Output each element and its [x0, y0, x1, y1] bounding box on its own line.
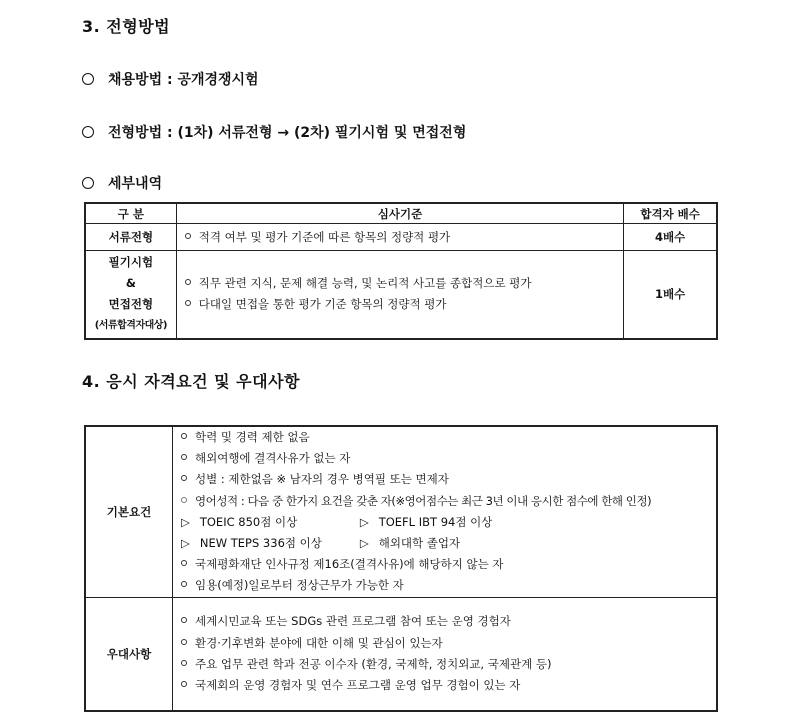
list-item-text: 학력 및 경력 제한 없음	[195, 430, 310, 444]
table-header-category: 구 분	[85, 203, 176, 224]
list-item-text: 국제평화재단 인사규정 제16조(결격사유)에 해당하지 않는 자	[195, 557, 504, 572]
list-item-text: TOEFL IBT 94점 이상	[378, 514, 493, 529]
list-item-text: 세계시민교육 또는 SDGs 관련 프로그램 참여 또는 운영 경험자	[195, 614, 511, 629]
list-item	[181, 533, 716, 554]
circle-bullet-icon	[82, 73, 94, 85]
list-item-text: 영어성적 : 다음 중 한가지 요건을 갖춘 자(※영어점수는 최근 3년 이내 응시한 점수에 한해 인정)	[195, 493, 652, 508]
list-item	[181, 512, 716, 533]
bullet-dot-icon	[181, 617, 187, 623]
qualification-table	[84, 425, 718, 712]
list-item	[181, 427, 716, 448]
bullet-dot-icon	[185, 279, 191, 285]
criteria-line	[185, 294, 624, 315]
category-line: 면접전형	[108, 297, 154, 312]
list-item-text: 해외여행에 결격사유가 없는 자	[195, 451, 351, 466]
basic-content	[173, 426, 718, 597]
details-item	[82, 173, 162, 193]
bullet-dot-icon	[185, 300, 191, 306]
triangle-icon: ▷	[181, 514, 190, 529]
preferred-content	[173, 597, 718, 711]
list-item-text: 해외대학 졸업자	[378, 536, 461, 551]
method-item	[82, 69, 259, 89]
table-row-preferred	[85, 597, 717, 711]
list-item	[181, 491, 716, 512]
list-item-text: 주요 업무 관련 학과 전공 이수자 (환경, 국제학, 정치외교, 국제관계 등)	[195, 656, 552, 671]
bullet-dot-icon	[181, 681, 187, 687]
table-row	[85, 251, 717, 339]
basic-label: 기본요건	[85, 426, 173, 597]
bullet-dot-icon	[181, 475, 187, 481]
selection-table	[84, 202, 718, 340]
bullet-dot-icon	[181, 433, 187, 439]
list-item-text: NEW TEPS 336점 이상	[199, 536, 322, 551]
list-item	[181, 633, 716, 654]
bullet-dot-icon	[181, 639, 187, 645]
triangle-icon: ▷	[359, 536, 369, 551]
bullet-dot-icon	[181, 581, 187, 587]
list-item-text: 환경·기후변화 분야에 대한 이해 및 관심이 있는자	[195, 635, 443, 650]
triangle-icon: ▷	[359, 514, 369, 529]
list-item-text: 임용(예정)일로부터 정상근무가 가능한 자	[195, 578, 404, 593]
table-header-multiple: 합격자 배수	[624, 203, 717, 224]
bullet-dot-icon	[181, 560, 187, 566]
section3-title: 3. 전형방법	[82, 17, 171, 36]
category-line: (서류합격자대상)	[94, 320, 167, 332]
criteria-text: 직무 관련 지식, 문제 해결 능력, 및 논리적 사고를 종합적으로 평가	[198, 276, 532, 291]
criteria-line	[185, 273, 624, 294]
list-item-text: 성별 : 제한없음 ※ 남자의 경우 병역필 또는 면제자	[195, 472, 449, 487]
row-criteria	[176, 224, 624, 251]
list-item	[181, 469, 716, 490]
bullet-dot-icon	[181, 454, 187, 460]
process-item	[82, 122, 466, 142]
bullet-dot-icon	[185, 233, 191, 239]
row-multiple: 4배수	[624, 224, 717, 251]
table-header-criteria: 심사기준	[176, 203, 624, 224]
triangle-icon: ▷	[181, 536, 190, 551]
list-item	[181, 611, 716, 632]
list-item	[181, 575, 716, 596]
bullet-ring-icon	[181, 497, 187, 503]
details-item-label: 세부내역	[108, 176, 163, 192]
list-item	[181, 675, 716, 696]
table-row-basic	[85, 426, 717, 597]
table-header-row	[85, 203, 717, 224]
bullet-dot-icon	[181, 660, 187, 666]
table-row	[85, 224, 717, 251]
criteria-text: 적격 여부 및 평가 기준에 따른 항목의 정량적 평가	[198, 229, 451, 244]
preferred-label: 우대사항	[85, 597, 173, 711]
list-item-text: 국제회의 운영 경험자 및 연수 프로그램 운영 업무 경험이 있는 자	[195, 678, 521, 693]
section4-title: 4. 응시 자격요건 및 우대사항	[82, 372, 301, 391]
list-item	[181, 654, 716, 675]
criteria-text: 다대일 면접을 통한 평가 기준 항목의 정량적 평가	[198, 297, 447, 312]
row-criteria	[176, 251, 624, 339]
method-item-label: 채용방법 : 공개경쟁시험	[108, 72, 259, 88]
list-item	[181, 448, 716, 469]
list-item	[181, 554, 716, 575]
category-line: &	[125, 276, 136, 291]
category-line: 필기시험	[108, 255, 154, 270]
row-category: 서류전형	[85, 224, 176, 251]
list-item-text: TOEIC 850점 이상	[199, 514, 298, 529]
circle-bullet-icon	[82, 177, 94, 189]
row-category	[85, 251, 176, 339]
row-multiple: 1배수	[624, 251, 717, 339]
process-item-label: 전형방법 : (1차) 서류전형 → (2차) 필기시험 및 면접전형	[108, 125, 467, 141]
circle-bullet-icon	[82, 126, 94, 138]
